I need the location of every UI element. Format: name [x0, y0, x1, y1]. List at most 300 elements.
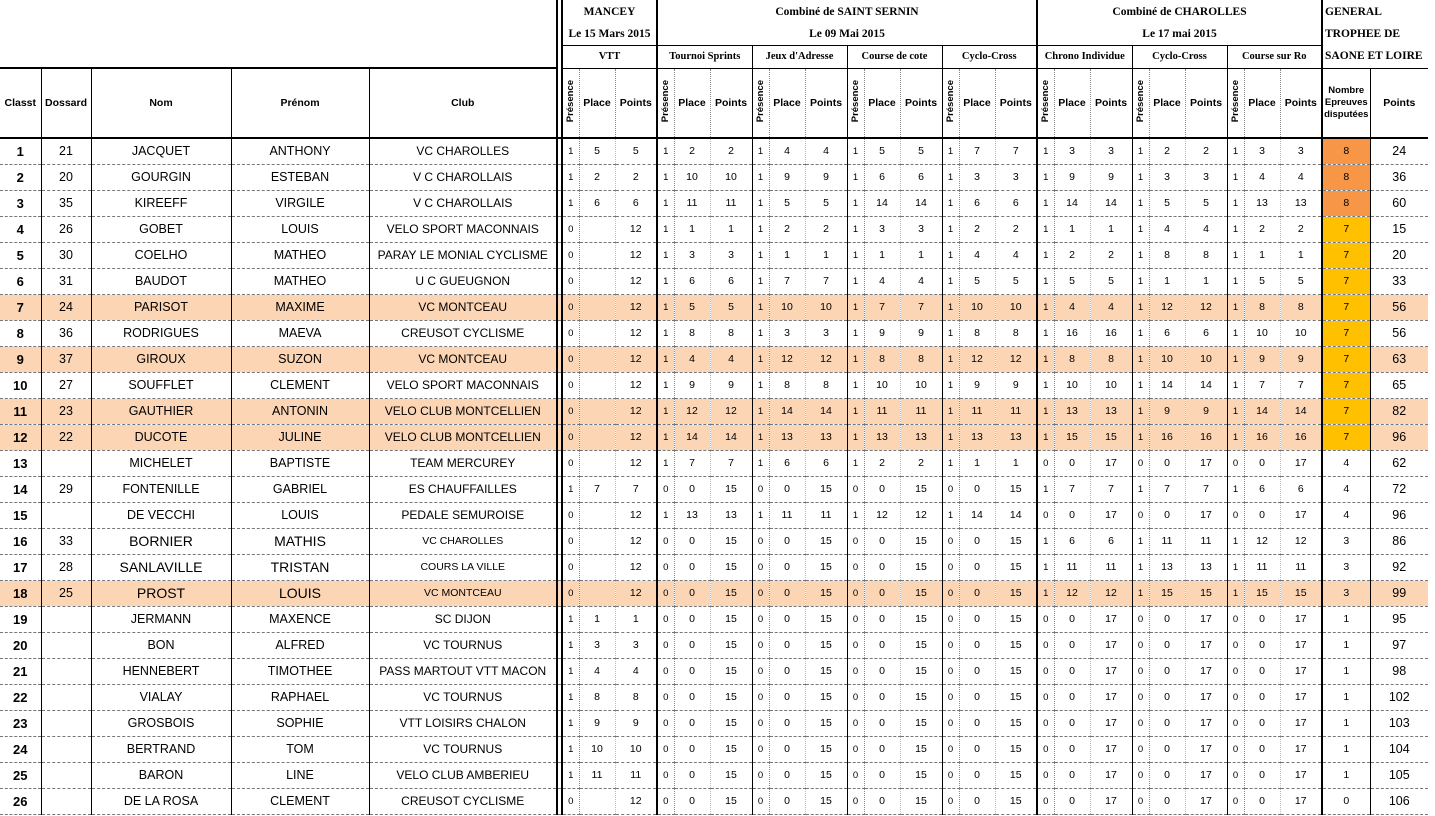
points-cell: 13 — [1185, 554, 1227, 580]
rank-cell: 3 — [0, 190, 41, 216]
points-cell: 15 — [900, 762, 942, 788]
club-cell: SC DIJON — [369, 606, 557, 632]
presence-cell: 0 — [752, 710, 769, 736]
presence-cell: 0 — [657, 476, 674, 502]
dossard-cell: 25 — [41, 580, 91, 606]
presence-cell: 1 — [1227, 320, 1244, 346]
presence-cell: 1 — [1227, 164, 1244, 190]
prenom-cell: VIRGILE — [231, 190, 369, 216]
points-cell: 2 — [900, 450, 942, 476]
presence-cell: 0 — [1227, 684, 1244, 710]
place-cell: 7 — [1244, 372, 1280, 398]
points-cell: 6 — [1185, 320, 1227, 346]
points-cell: 11 — [900, 398, 942, 424]
epreuves-cell: 1 — [1322, 684, 1370, 710]
presence-cell: 1 — [1227, 242, 1244, 268]
points-cell: 2 — [805, 216, 847, 242]
place-cell: 13 — [769, 424, 805, 450]
rank-cell: 7 — [0, 294, 41, 320]
place-cell: 0 — [674, 788, 710, 814]
nom-cell: PROST — [91, 580, 231, 606]
points-cell: 15 — [1090, 424, 1132, 450]
presence-cell: 1 — [1037, 164, 1054, 190]
presence-cell: 0 — [752, 788, 769, 814]
place-cell: 0 — [1054, 736, 1090, 762]
presence-cell: 0 — [562, 502, 579, 528]
place-cell: 1 — [959, 450, 995, 476]
points-cell: 15 — [995, 684, 1037, 710]
points-cell: 15 — [710, 710, 752, 736]
place-cell: 7 — [1054, 476, 1090, 502]
points-cell: 15 — [995, 580, 1037, 606]
prenom-cell: CLEMENT — [231, 372, 369, 398]
place-cell: 1 — [1054, 216, 1090, 242]
col-presence-label: Présence — [660, 80, 672, 123]
presence-cell: 1 — [1227, 554, 1244, 580]
presence-cell: 0 — [1037, 502, 1054, 528]
prenom-cell: MAXIME — [231, 294, 369, 320]
place-cell: 8 — [674, 320, 710, 346]
prenom-cell: MAXENCE — [231, 606, 369, 632]
presence-cell: 0 — [657, 632, 674, 658]
col-presence-label: Présence — [850, 80, 861, 123]
place-cell: 0 — [769, 528, 805, 554]
presence-cell: 0 — [562, 450, 579, 476]
presence-cell: 1 — [942, 268, 959, 294]
place-cell: 6 — [1149, 320, 1185, 346]
club-cell: VTT LOISIRS CHALON — [369, 710, 557, 736]
prenom-cell: ESTEBAN — [231, 164, 369, 190]
points-cell: 15 — [900, 632, 942, 658]
points-cell: 17 — [1185, 606, 1227, 632]
presence-cell: 1 — [752, 450, 769, 476]
presence-cell: 1 — [752, 268, 769, 294]
presence-cell: 0 — [562, 788, 579, 814]
dossard-cell — [41, 762, 91, 788]
points-cell: 3 — [1090, 138, 1132, 164]
presence-cell: 0 — [1132, 502, 1149, 528]
presence-cell: 0 — [752, 606, 769, 632]
nom-cell: MICHELET — [91, 450, 231, 476]
col-points: Points — [995, 68, 1037, 138]
table-row — [0, 710, 1428, 736]
nom-cell: BAUDOT — [91, 268, 231, 294]
prenom-cell: TOM — [231, 736, 369, 762]
points-cell: 15 — [995, 554, 1037, 580]
place-cell: 11 — [769, 502, 805, 528]
epreuves-cell: 8 — [1322, 190, 1370, 216]
points-cell: 12 — [615, 242, 657, 268]
place-cell: 0 — [674, 710, 710, 736]
nom-cell: BARON — [91, 762, 231, 788]
presence-cell: 1 — [1227, 268, 1244, 294]
nom-cell: JERMANN — [91, 606, 231, 632]
points-cell: 4 — [805, 138, 847, 164]
place-cell: 0 — [1149, 684, 1185, 710]
presence-cell: 1 — [847, 216, 864, 242]
place-cell — [579, 398, 615, 424]
place-cell: 11 — [1149, 528, 1185, 554]
place-cell: 5 — [1054, 268, 1090, 294]
epreuves-cell: 1 — [1322, 736, 1370, 762]
place-cell: 8 — [1054, 346, 1090, 372]
club-cell: VELO CLUB MONTCELLIEN — [369, 398, 557, 424]
place-cell: 3 — [959, 164, 995, 190]
presence-cell: 0 — [1227, 762, 1244, 788]
points-cell: 11 — [1090, 554, 1132, 580]
presence-cell: 1 — [657, 294, 674, 320]
epreuves-cell: 7 — [1322, 346, 1370, 372]
points-cell: 1 — [1280, 242, 1322, 268]
presence-cell: 1 — [1227, 528, 1244, 554]
place-cell: 9 — [769, 164, 805, 190]
rank-cell: 1 — [0, 138, 41, 164]
presence-cell: 1 — [752, 138, 769, 164]
place-cell: 0 — [674, 554, 710, 580]
prenom-cell: GABRIEL — [231, 476, 369, 502]
epreuves-cell: 3 — [1322, 580, 1370, 606]
points-cell: 17 — [1090, 736, 1132, 762]
presence-cell: 1 — [1037, 398, 1054, 424]
rank-cell: 13 — [0, 450, 41, 476]
points-cell: 4 — [995, 242, 1037, 268]
points-cell: 11 — [1185, 528, 1227, 554]
points-cell: 8 — [805, 372, 847, 398]
place-cell: 1 — [579, 606, 615, 632]
prenom-cell: MATHEO — [231, 268, 369, 294]
place-cell: 12 — [1149, 294, 1185, 320]
place-cell: 7 — [1149, 476, 1185, 502]
presence-cell: 1 — [752, 216, 769, 242]
rank-cell: 9 — [0, 346, 41, 372]
presence-cell: 0 — [1132, 788, 1149, 814]
points-cell: 17 — [1280, 502, 1322, 528]
total-points-cell: 99 — [1370, 580, 1428, 606]
place-cell: 0 — [769, 762, 805, 788]
place-cell: 16 — [1054, 320, 1090, 346]
total-points-cell: 103 — [1370, 710, 1428, 736]
points-cell: 7 — [900, 294, 942, 320]
points-cell: 13 — [1280, 190, 1322, 216]
presence-cell: 0 — [847, 762, 864, 788]
nom-cell: SANLAVILLE — [91, 554, 231, 580]
presence-cell: 0 — [1227, 450, 1244, 476]
dossard-cell: 24 — [41, 294, 91, 320]
nom-cell: GAUTHIER — [91, 398, 231, 424]
nom-cell: DE VECCHI — [91, 502, 231, 528]
points-cell: 6 — [1090, 528, 1132, 554]
presence-cell: 0 — [657, 528, 674, 554]
col-presence-label: Présence — [1230, 80, 1241, 123]
presence-cell: 1 — [847, 294, 864, 320]
place-cell: 4 — [769, 138, 805, 164]
prenom-cell: RAPHAEL — [231, 684, 369, 710]
presence-cell: 0 — [1227, 502, 1244, 528]
place-cell: 2 — [579, 164, 615, 190]
col-place: Place — [1149, 68, 1185, 138]
place-cell: 7 — [864, 294, 900, 320]
table-row — [0, 320, 1428, 346]
points-cell: 10 — [615, 736, 657, 762]
points-cell: 4 — [1090, 294, 1132, 320]
presence-cell: 0 — [942, 554, 959, 580]
place-cell: 14 — [1244, 398, 1280, 424]
presence-cell: 1 — [657, 268, 674, 294]
points-cell: 15 — [710, 736, 752, 762]
presence-cell: 1 — [942, 138, 959, 164]
place-cell: 10 — [959, 294, 995, 320]
presence-cell: 1 — [1132, 190, 1149, 216]
presence-cell: 0 — [752, 632, 769, 658]
presence-cell: 0 — [1037, 450, 1054, 476]
points-cell: 3 — [1280, 138, 1322, 164]
points-cell: 14 — [900, 190, 942, 216]
place-cell: 10 — [1054, 372, 1090, 398]
presence-cell: 0 — [942, 476, 959, 502]
place-cell: 0 — [864, 528, 900, 554]
points-cell: 17 — [1185, 450, 1227, 476]
points-cell: 15 — [805, 580, 847, 606]
points-cell: 15 — [805, 684, 847, 710]
place-cell: 5 — [769, 190, 805, 216]
presence-cell: 0 — [752, 476, 769, 502]
col-presence — [562, 68, 579, 138]
presence-cell: 1 — [1132, 242, 1149, 268]
place-cell: 6 — [959, 190, 995, 216]
place-cell: 11 — [959, 398, 995, 424]
charolles-date: Le 17 mai 2015 — [1037, 23, 1322, 45]
presence-cell: 1 — [562, 476, 579, 502]
presence-cell: 0 — [1132, 710, 1149, 736]
place-cell — [579, 268, 615, 294]
points-cell: 2 — [615, 164, 657, 190]
dossard-cell: 26 — [41, 216, 91, 242]
points-cell: 11 — [710, 190, 752, 216]
place-cell: 0 — [959, 658, 995, 684]
points-cell: 2 — [995, 216, 1037, 242]
rank-cell: 10 — [0, 372, 41, 398]
points-cell: 7 — [1090, 476, 1132, 502]
place-cell: 0 — [769, 788, 805, 814]
points-cell: 14 — [1185, 372, 1227, 398]
place-cell: 1 — [1244, 242, 1280, 268]
place-cell: 0 — [959, 710, 995, 736]
table-row — [0, 684, 1428, 710]
prenom-cell: ANTHONY — [231, 138, 369, 164]
prenom-cell: ANTONIN — [231, 398, 369, 424]
points-cell: 17 — [1185, 710, 1227, 736]
points-cell: 15 — [710, 658, 752, 684]
presence-cell: 0 — [657, 658, 674, 684]
presence-cell: 1 — [847, 372, 864, 398]
place-cell: 0 — [1244, 710, 1280, 736]
presence-cell: 1 — [657, 242, 674, 268]
points-cell: 17 — [1280, 736, 1322, 762]
presence-cell: 1 — [657, 450, 674, 476]
points-cell: 3 — [1185, 164, 1227, 190]
points-cell: 12 — [1280, 528, 1322, 554]
nom-cell: BORNIER — [91, 528, 231, 554]
epreuves-cell: 1 — [1322, 658, 1370, 684]
points-cell: 17 — [1185, 788, 1227, 814]
rank-cell: 18 — [0, 580, 41, 606]
prenom-cell: LOUIS — [231, 216, 369, 242]
club-cell: VC MONTCEAU — [369, 580, 557, 606]
presence-cell: 1 — [1227, 476, 1244, 502]
presence-cell: 1 — [562, 138, 579, 164]
points-cell: 5 — [805, 190, 847, 216]
points-cell: 13 — [1090, 398, 1132, 424]
place-cell: 2 — [1244, 216, 1280, 242]
place-cell: 0 — [1244, 762, 1280, 788]
total-points-cell: 72 — [1370, 476, 1428, 502]
presence-cell: 1 — [847, 138, 864, 164]
place-cell: 0 — [1244, 684, 1280, 710]
col-points: Points — [1090, 68, 1132, 138]
points-cell: 15 — [995, 606, 1037, 632]
rank-cell: 8 — [0, 320, 41, 346]
points-cell: 6 — [995, 190, 1037, 216]
points-cell: 16 — [1280, 424, 1322, 450]
presence-cell: 0 — [657, 736, 674, 762]
rank-cell: 17 — [0, 554, 41, 580]
epreuves-cell: 4 — [1322, 450, 1370, 476]
presence-cell: 1 — [942, 320, 959, 346]
presence-cell: 1 — [657, 424, 674, 450]
points-cell: 12 — [615, 788, 657, 814]
club-cell: VELO CLUB MONTCELLIEN — [369, 424, 557, 450]
presence-cell: 0 — [657, 710, 674, 736]
presence-cell: 0 — [1037, 632, 1054, 658]
presence-cell: 0 — [942, 632, 959, 658]
rank-cell: 24 — [0, 736, 41, 762]
charolles-name: Combiné de CHAROLLES — [1037, 0, 1322, 23]
points-cell: 8 — [1280, 294, 1322, 320]
place-cell: 6 — [864, 164, 900, 190]
points-cell: 12 — [615, 294, 657, 320]
place-cell: 0 — [674, 762, 710, 788]
total-points-cell: 62 — [1370, 450, 1428, 476]
points-cell: 15 — [995, 710, 1037, 736]
epreuves-cell: 7 — [1322, 294, 1370, 320]
place-cell: 16 — [1149, 424, 1185, 450]
points-cell: 9 — [1280, 346, 1322, 372]
place-cell: 6 — [579, 190, 615, 216]
place-cell: 8 — [864, 346, 900, 372]
place-cell: 2 — [1149, 138, 1185, 164]
points-cell: 15 — [900, 554, 942, 580]
dossard-cell — [41, 658, 91, 684]
points-cell: 15 — [995, 476, 1037, 502]
points-cell: 15 — [995, 736, 1037, 762]
col-total: Points — [1370, 68, 1428, 138]
presence-cell: 1 — [657, 216, 674, 242]
place-cell: 0 — [959, 476, 995, 502]
points-cell: 15 — [805, 736, 847, 762]
points-cell: 7 — [1185, 476, 1227, 502]
nom-cell: GROSBOIS — [91, 710, 231, 736]
place-cell: 14 — [1054, 190, 1090, 216]
place-cell: 9 — [1149, 398, 1185, 424]
presence-cell: 1 — [942, 502, 959, 528]
presence-cell: 1 — [657, 502, 674, 528]
place-cell: 13 — [959, 424, 995, 450]
total-points-cell: 20 — [1370, 242, 1428, 268]
presence-cell: 0 — [1132, 632, 1149, 658]
dossard-cell: 29 — [41, 476, 91, 502]
dossard-cell: 21 — [41, 138, 91, 164]
points-cell: 13 — [710, 502, 752, 528]
presence-cell: 1 — [1037, 424, 1054, 450]
points-cell: 12 — [995, 346, 1037, 372]
epreuves-cell: 7 — [1322, 242, 1370, 268]
points-cell: 15 — [995, 788, 1037, 814]
table-row — [0, 606, 1428, 632]
place-cell: 0 — [959, 684, 995, 710]
club-cell: VC MONTCEAU — [369, 294, 557, 320]
points-cell: 5 — [615, 138, 657, 164]
place-cell — [579, 580, 615, 606]
points-cell: 8 — [615, 684, 657, 710]
event-cyclo-cross-2: Cyclo-Cross — [1132, 45, 1227, 68]
place-cell: 4 — [864, 268, 900, 294]
points-cell: 12 — [615, 216, 657, 242]
points-cell: 17 — [1090, 606, 1132, 632]
points-cell: 4 — [900, 268, 942, 294]
col-points: Points — [1185, 68, 1227, 138]
place-cell: 1 — [769, 242, 805, 268]
table-row — [0, 476, 1428, 502]
place-cell: 0 — [1149, 450, 1185, 476]
table-row — [0, 268, 1428, 294]
dossard-cell: 36 — [41, 320, 91, 346]
total-points-cell: 56 — [1370, 320, 1428, 346]
presence-cell: 1 — [1227, 190, 1244, 216]
presence-cell: 1 — [752, 242, 769, 268]
presence-cell: 1 — [562, 684, 579, 710]
place-cell: 0 — [864, 788, 900, 814]
presence-cell: 0 — [847, 788, 864, 814]
dossard-cell: 28 — [41, 554, 91, 580]
points-cell: 13 — [805, 424, 847, 450]
epreuves-cell: 3 — [1322, 528, 1370, 554]
place-cell: 0 — [769, 606, 805, 632]
place-cell: 0 — [864, 684, 900, 710]
place-cell: 11 — [864, 398, 900, 424]
total-points-cell: 96 — [1370, 502, 1428, 528]
points-cell: 17 — [1090, 762, 1132, 788]
presence-cell: 1 — [942, 190, 959, 216]
points-cell: 10 — [1185, 346, 1227, 372]
table-row — [0, 788, 1428, 814]
rank-cell: 16 — [0, 528, 41, 554]
prenom-cell: MATHEO — [231, 242, 369, 268]
table-row — [0, 372, 1428, 398]
rank-cell: 22 — [0, 684, 41, 710]
points-cell: 5 — [995, 268, 1037, 294]
prenom-cell: ALFRED — [231, 632, 369, 658]
table-row — [0, 502, 1428, 528]
presence-cell: 0 — [562, 346, 579, 372]
place-cell: 9 — [674, 372, 710, 398]
col-points: Points — [900, 68, 942, 138]
place-cell: 9 — [1054, 164, 1090, 190]
points-cell: 17 — [1280, 684, 1322, 710]
points-cell: 15 — [805, 528, 847, 554]
nom-cell: JACQUET — [91, 138, 231, 164]
place-cell: 10 — [769, 294, 805, 320]
presence-cell: 1 — [1037, 528, 1054, 554]
